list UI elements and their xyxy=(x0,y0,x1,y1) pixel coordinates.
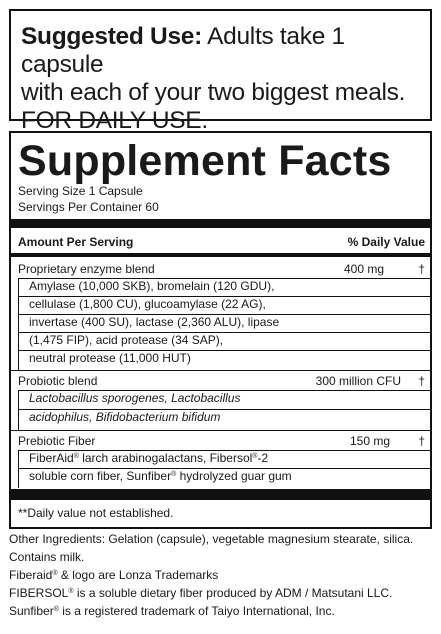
suggested-use-line3: FOR DAILY USE. xyxy=(21,107,208,134)
medium-divider xyxy=(11,253,430,257)
row-amount-enzyme: 400 mg xyxy=(343,262,384,276)
thick-divider-bottom xyxy=(11,489,430,500)
enzyme-sub-5: neutral protease (11,000 HUT) xyxy=(29,351,191,365)
row-name-probiotic: Probiotic blend xyxy=(18,374,98,388)
probiotic-sub-2: acidophilus, Bifidobacterium bifidum xyxy=(29,410,221,424)
probiotic-sub-1: Lactobacillus sporogenes, Lactobacillus xyxy=(29,391,241,405)
suggested-use-line1: Adults take 1 capsule xyxy=(21,23,345,78)
row-dv-prebiotic: † xyxy=(418,434,425,448)
row-name-enzyme: Proprietary enzyme blend xyxy=(18,262,155,276)
prebiotic-sub-1: FiberAid® larch arabinogalactans, Fibersol®-2 xyxy=(29,451,269,465)
fiberaid-trademark: Fiberaid® & logo are Lonza Trademarks xyxy=(9,568,219,582)
serving-size: Serving Size 1 Capsule xyxy=(18,184,143,198)
row-divider xyxy=(11,430,430,431)
row-dv-probiotic: † xyxy=(418,374,425,388)
sunfiber-trademark: Sunfiber® is a registered trademark of Taiyo International, Inc. xyxy=(9,604,335,618)
suggested-use-line2: with each of your two biggest meals. xyxy=(21,79,406,106)
enzyme-sub-2: cellulase (1,800 CU), glucoamylase (22 AG), xyxy=(29,297,266,311)
other-ingredients-line2: Contains milk. xyxy=(9,550,85,564)
row-amount-prebiotic: 150 mg xyxy=(349,434,390,448)
indent-bar xyxy=(18,278,19,370)
facts-title: Supplement Facts xyxy=(18,137,392,185)
prebiotic-sub-2: soluble corn fiber, Sunfiber® hydrolyzed guar gum xyxy=(29,469,292,483)
enzyme-sub-1: Amylase (10,000 SKB), bromelain (120 GDU), xyxy=(29,279,275,293)
footnote: **Daily value not established. xyxy=(18,506,174,520)
enzyme-sub-3: invertase (400 SU), lactase (2,360 ALU), lipase xyxy=(29,315,280,329)
fibersol-trademark: FIBERSOL® is a soluble dietary fiber produced by ADM / Matsutani LLC. xyxy=(9,586,393,600)
row-dv-enzyme: † xyxy=(418,262,425,276)
row-name-prebiotic: Prebiotic Fiber xyxy=(18,434,96,448)
header-amount: Amount Per Serving xyxy=(18,235,134,249)
enzyme-sub-4: (1,475 FIP), acid protease (34 SAP), xyxy=(29,333,224,347)
indent-bar xyxy=(18,450,19,488)
supplement-facts-panel xyxy=(9,131,432,529)
thick-divider xyxy=(11,219,430,228)
other-ingredients-line1: Other Ingredients: Gelation (capsule), vegetable magnesium stearate, silica. xyxy=(9,532,414,546)
suggested-use-text xyxy=(21,23,420,135)
header-daily-value: % Daily Value xyxy=(347,235,425,249)
indent-bar xyxy=(18,390,19,430)
servings-per-container: Servings Per Container 60 xyxy=(18,200,159,214)
row-amount-probiotic: 300 million CFU xyxy=(315,374,401,388)
suggested-use-label: Suggested Use: xyxy=(21,23,202,50)
row-divider xyxy=(11,370,430,371)
suggested-use-box xyxy=(9,9,432,134)
other-ingredients-notes xyxy=(9,530,432,620)
